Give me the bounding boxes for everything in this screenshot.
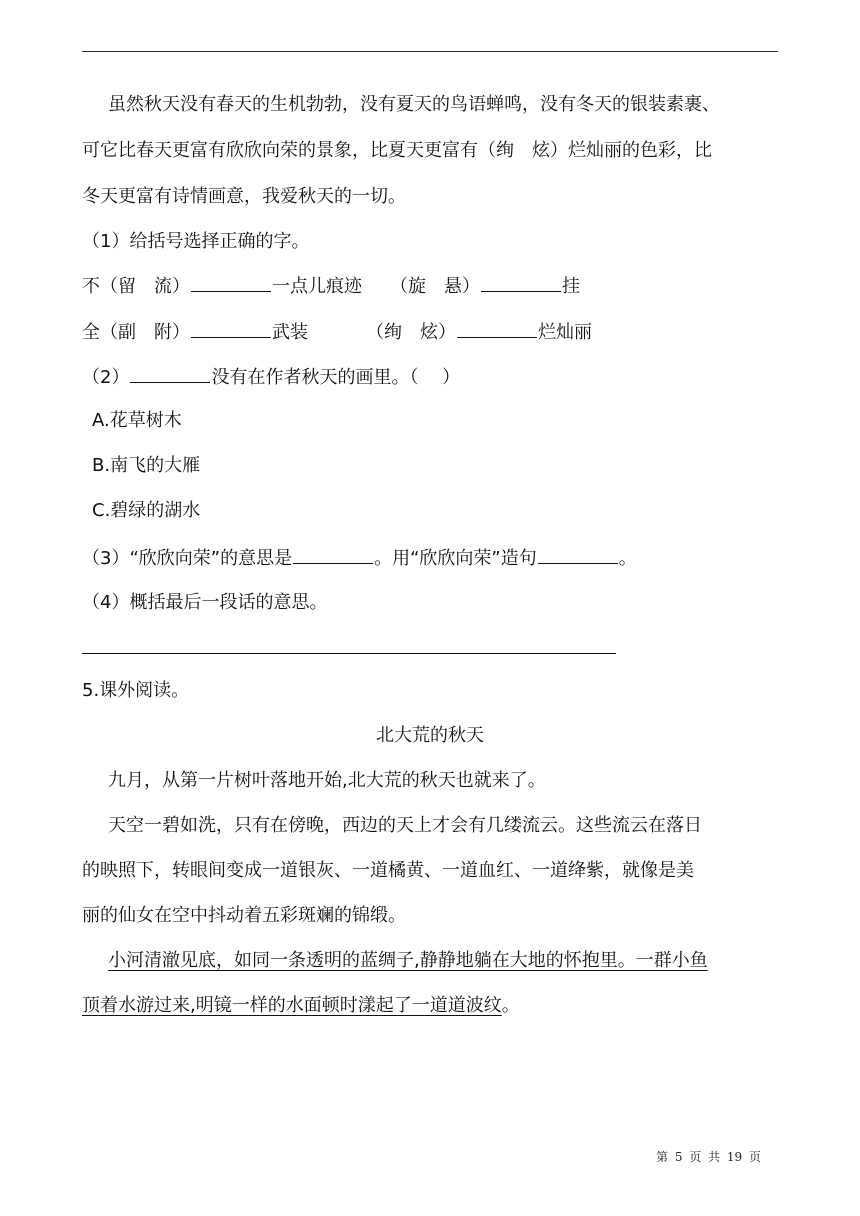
answer-blank[interactable] bbox=[191, 319, 271, 338]
answer-blank[interactable] bbox=[293, 545, 373, 564]
q4-answer-line[interactable] bbox=[82, 653, 616, 654]
q1-row2-d: 烂灿丽 bbox=[538, 322, 592, 343]
q1-row2 bbox=[82, 319, 592, 346]
answer-blank[interactable] bbox=[130, 364, 210, 383]
passage2-title: 北大荒的秋天 bbox=[376, 725, 484, 746]
passage2-p2-line2: 的映照下，转眼间变成一道银灰、一道橘黄、一道血红、一道绛紫，就像是美 bbox=[82, 860, 694, 881]
q2-prompt bbox=[82, 364, 460, 391]
q4-prompt: （4）概括最后一段话的意思。 bbox=[82, 592, 328, 613]
answer-blank[interactable] bbox=[457, 319, 537, 338]
passage2-p3-line2 bbox=[82, 993, 520, 1019]
q1-row2-c: （绚 炫） bbox=[366, 322, 456, 343]
passage2-p3-line2-text: 顶着水游过来,明镜一样的水面顿时漾起了一道道波纹 bbox=[82, 995, 502, 1016]
q2-option-a[interactable]: A.花草树木 bbox=[92, 410, 182, 431]
q1-row1 bbox=[82, 273, 580, 300]
passage1-line2: 可它比春天更富有欣欣向荣的景象，比夏天更富有（绚 炫）烂灿丽的色彩，比 bbox=[82, 140, 712, 161]
passage2-p3-end: 。 bbox=[501, 995, 520, 1016]
answer-blank[interactable] bbox=[481, 273, 561, 292]
passage1-line3: 冬天更富有诗情画意，我爱秋天的一切。 bbox=[82, 186, 406, 207]
passage2-p2-line3: 丽的仙女在空中抖动着五彩斑斓的锦缎。 bbox=[82, 905, 406, 926]
passage2-p1: 九月，从第一片树叶落地开始,北大荒的秋天也就来了。 bbox=[108, 770, 546, 791]
q1-row2-a: 全（副 附） bbox=[82, 322, 190, 343]
q3-a: （3）“欣欣向荣”的意思是 bbox=[82, 548, 293, 569]
q1-row1-d: 挂 bbox=[562, 276, 580, 297]
q2-prompt-b: 没有在作者秋天的画里。（ ） bbox=[211, 367, 461, 388]
q1-row1-c: （旋 悬） bbox=[390, 276, 480, 297]
answer-blank[interactable] bbox=[538, 545, 618, 564]
answer-blank[interactable] bbox=[191, 273, 271, 292]
passage2-p2-line1: 天空一碧如洗，只有在傍晚，西边的天上才会有几缕流云。这些流云在落日 bbox=[108, 815, 702, 836]
passage2-p3-line1: 小河清澈见底，如同一条透明的蓝绸子,静静地躺在大地的怀抱里。一群小鱼 bbox=[108, 950, 708, 971]
passage1-line1: 虽然秋天没有春天的生机勃勃，没有夏天的鸟语蝉鸣，没有冬天的银装素裹、 bbox=[108, 94, 720, 115]
q1-row1-a: 不（留 流） bbox=[82, 276, 190, 297]
section5-heading: 5.课外阅读。 bbox=[82, 680, 190, 701]
q3-b: 。用“欣欣向荣”造句 bbox=[374, 548, 537, 569]
q3-c: 。 bbox=[618, 548, 637, 569]
q2-prompt-a: （2） bbox=[82, 367, 130, 388]
q1-row2-b: 武装 bbox=[272, 322, 308, 343]
q1-row1-b: 一点儿痕迹 bbox=[272, 276, 362, 297]
q2-option-b[interactable]: B.南飞的大雁 bbox=[92, 455, 201, 476]
header-rule bbox=[82, 51, 778, 52]
q3-prompt bbox=[82, 545, 637, 572]
page-footer: 第 5 页 共 19 页 bbox=[656, 1150, 761, 1164]
q1-prompt: （1）给括号选择正确的字。 bbox=[82, 231, 310, 252]
q2-option-c[interactable]: C.碧绿的湖水 bbox=[92, 500, 201, 521]
